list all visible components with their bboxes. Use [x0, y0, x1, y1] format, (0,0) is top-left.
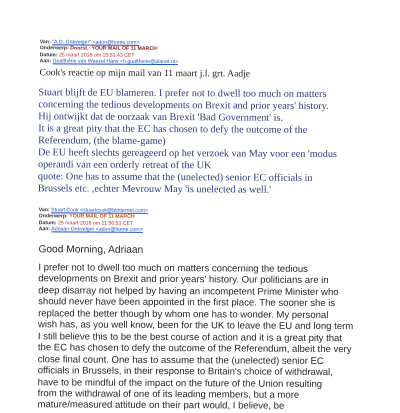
subject-text: YOUR MAIL OF 11 MARCH [69, 213, 135, 221]
text-line: should never have been appointed in the first place. The sooner she is [38, 296, 336, 310]
text-line: It is a great pity that the EC has chosen to defy the outcome of the [38, 123, 308, 137]
text-line: Referendum, (the blame-game) [38, 135, 166, 148]
recipient-address[interactable]: Gualthérie van Weezel Hans <h.gualtherie@planet.nl> [52, 58, 179, 66]
text-line: replaced the better though by whom one has to wonder. My personal [38, 308, 329, 321]
text-line: officials in Brussels, in their response to Britain's choice of withdrawal, [37, 365, 333, 379]
header-from-row: Van: Stuart Cook <stuartcook@btinternet.com> [38, 207, 149, 214]
subject-text: Doorst.: YOUR MAIL OF 11 MARCH [70, 45, 157, 53]
header-from-row: Van: "A.D. Onkvelger" <adon@home.com> [39, 39, 140, 46]
text-line: wish has, as you well know, been for the UK to leave the EU and long term [37, 319, 354, 333]
recipient-address[interactable]: Adriaan Onkvelger <adon@home.com> [51, 226, 143, 234]
text-line: the EC has chosen to defy the outcome of the Referendum, albeit the very [37, 342, 352, 356]
header-subject-row: Onderwerp: Doorst.: YOUR MAIL OF 11 MARCH [39, 45, 157, 53]
date-text: 25 maart 2018 om 15:53:43 CET [58, 52, 135, 59]
text-line: Stuart blijft de EU blameren. I prefer not to dwell too much on matters [38, 87, 327, 100]
quoted-email-body [37, 262, 394, 413]
text-line: deep disarray not helped by having an incompetent Prime Minister who [38, 285, 339, 298]
text-line: De EU heeft slechts gereageerd op het verzoek van May voor een 'modus [38, 147, 337, 161]
text-line: Hij ontwijkt dat de oorzaak van Brexit 'Bad Government' is. [38, 111, 284, 124]
header-subject-row: Onderwerp: YOUR MAIL OF 11 MARCH [38, 213, 135, 221]
header-date-row: Datum: 25 maart 2018 om 11:56:53 CET [38, 220, 134, 227]
header-to-row: Aan: Adriaan Onkvelger <adon@home.com> [38, 226, 143, 234]
text-line: I still believe this to be the best course of action and it is a great pity that [37, 330, 343, 344]
text-line: I prefer not to dwell too much on matters concerning the tedious [38, 262, 308, 275]
text-line: close final count. One has to assume that the (unelected) senior EC [37, 353, 324, 367]
sender-address[interactable]: Stuart Cook <stuartcook@btinternet.com> [51, 207, 149, 214]
reply-paragraph [38, 87, 395, 198]
text-line: Brussels etc. ,echter Mevrouw May 'is unelected as well.' [37, 183, 271, 197]
text-line: have to be mindful of the impact on the future of the Union resulting [37, 376, 323, 390]
text-line: developments on Brexit and prior years' history. Our politicians are in [38, 273, 329, 287]
header-date-row: Datum: 25 maart 2018 om 15:53:43 CET [39, 52, 135, 59]
email-header-1 [40, 39, 179, 65]
sender-address[interactable]: "A.D. Onkvelger" <adon@home.com> [52, 39, 140, 46]
text-line: operandi van een orderly retreat of the UK [37, 159, 212, 172]
text-line: from the withdrawal of one of its leading members, but a more [37, 388, 300, 401]
text-line: quote: One has to assume that the (unelected) senior EC officials in [37, 171, 313, 185]
greeting: Good Morning, Adriaan [38, 244, 144, 256]
intro-line: Cook's reactie op mijn mail van 11 maart j.l. grt. Aadje [39, 67, 251, 80]
text-line: mature/measured attitude on their part would, I believe, be [37, 399, 285, 413]
email-header-2 [39, 207, 149, 233]
date-text: 25 maart 2018 om 11:56:53 CET [57, 220, 134, 227]
text-line: concerning the tedious developments on Brexit and prior years' history. [38, 99, 329, 113]
header-to-row: Aan: Gualthérie van Weezel Hans <h.gualtherie@planet.nl> [39, 58, 179, 66]
